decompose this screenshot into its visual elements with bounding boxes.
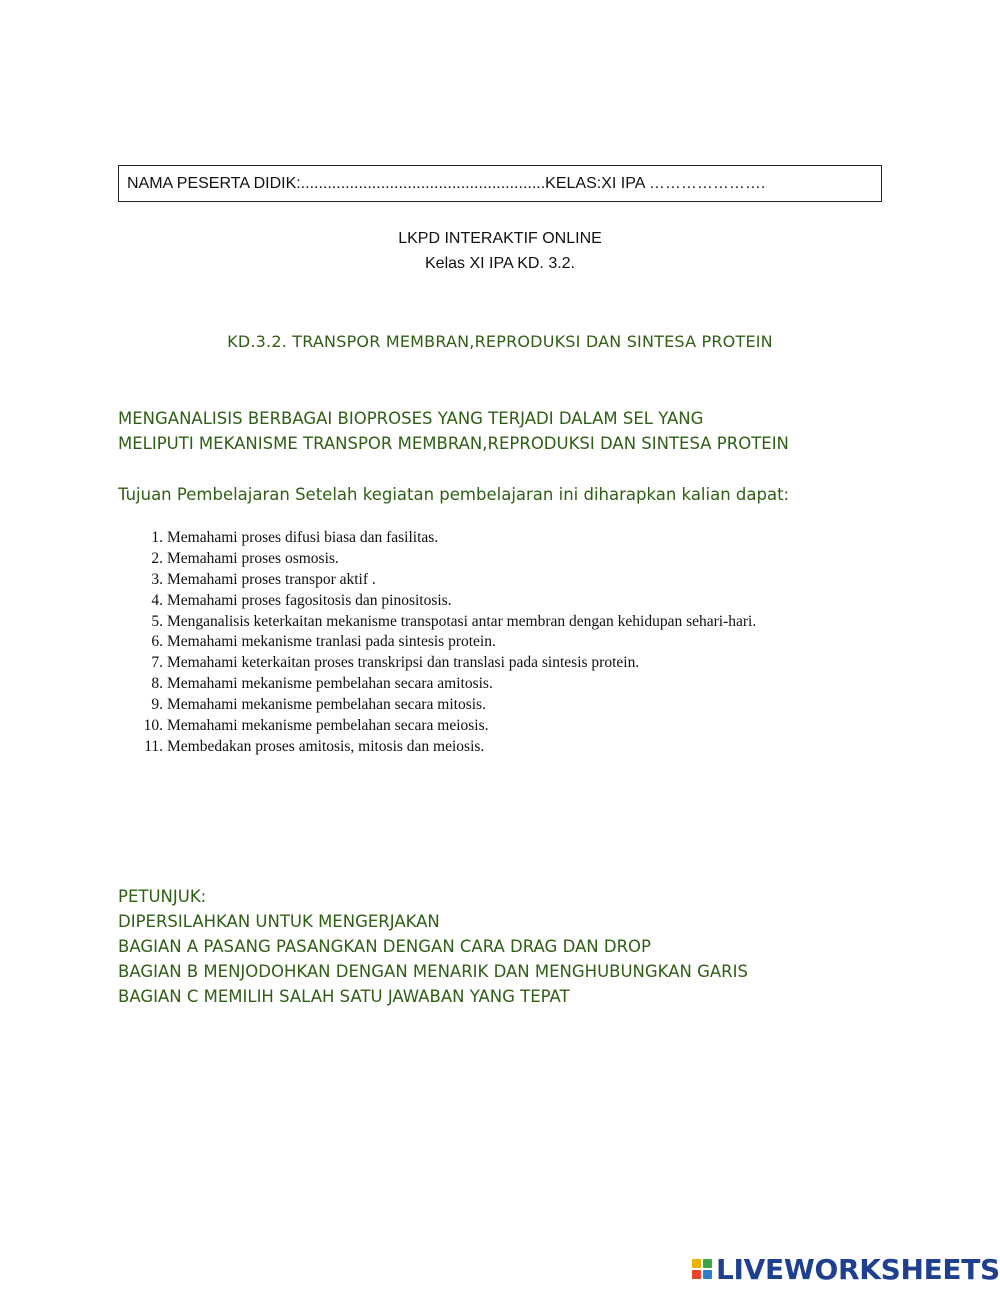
logo-square	[703, 1270, 712, 1279]
objective-item: 2. Memahami proses osmosis.	[151, 549, 339, 567]
objective-item: 1. Memahami proses difusi biasa dan fasilitas.	[151, 529, 439, 546]
instruction-line: BAGIAN C MEMILIH SALAH SATU JAWABAN YANG TEPAT	[118, 987, 570, 1006]
competency-line-1: MENGANALISIS BERBAGAI BIOPROSES YANG TERJADI DALAM SEL YANG	[118, 409, 704, 428]
objective-item: 3. Memahami proses transpor aktif .	[151, 570, 376, 588]
instruction-line: DIPERSILAHKAN UNTUK MENGERJAKAN	[118, 912, 440, 931]
objective-item: 6. Memahami mekanisme tranlasi pada sintesis protein.	[151, 633, 496, 651]
objectives-heading: Tujuan Pembelajaran Setelah kegiatan pembelajaran ini diharapkan kalian dapat:	[118, 485, 790, 504]
logo-text: LIVEWORKSHEETS	[716, 1252, 1000, 1286]
instructions	[118, 884, 748, 1009]
logo-square	[703, 1259, 712, 1268]
objective-item: 9. Memahami mekanisme pembelahan secara mitosis.	[151, 696, 486, 714]
objective-item: 8. Memahami mekanisme pembelahan secara amitosis.	[151, 675, 493, 693]
objective-item: 7. Memahami keterkaitan proses transkripsi dan translasi pada sintesis protein.	[151, 654, 640, 672]
objective-item: 5. Menganalisis keterkaitan mekanisme transpotasi antar membran dengan kehidupan sehari-hari.	[151, 612, 757, 630]
logo-square	[692, 1270, 701, 1279]
instructions-heading: PETUNJUK:	[118, 887, 207, 906]
objective-item: 10. Memahami mekanisme pembelahan secara meiosis.	[143, 717, 489, 735]
liveworksheets-logo-icon	[692, 1259, 712, 1279]
instruction-line: BAGIAN B MENJODOHKAN DENGAN MENARIK DAN MENGHUBUNGKAN GARIS	[118, 962, 748, 981]
competency-statement	[118, 406, 789, 456]
worksheet-subtitle: Kelas XI IPA KD. 3.2.	[425, 255, 575, 272]
worksheet-title: LKPD INTERAKTIF ONLINE	[398, 230, 602, 247]
objective-item: 11. Membedakan proses amitosis, mitosis dan meiosis.	[144, 737, 485, 755]
instruction-line: BAGIAN A PASANG PASANGKAN DENGAN CARA DRAG DAN DROP	[118, 937, 651, 956]
student-info-text: NAMA PESERTA DIDIK:.......................................................KELAS:XI IPA ………………….	[127, 175, 766, 192]
objectives-list	[118, 528, 756, 758]
logo-square	[692, 1259, 701, 1268]
objective-item: 4. Memahami proses fagositosis dan pinositosis.	[151, 591, 452, 609]
kd-title: KD.3.2. TRANSPOR MEMBRAN,REPRODUKSI DAN SINTESA PROTEIN	[227, 332, 773, 351]
competency-line-2: MELIPUTI MEKANISME TRANSPOR MEMBRAN,REPRODUKSI DAN SINTESA PROTEIN	[118, 434, 789, 453]
student-info-box	[118, 165, 882, 202]
liveworksheets-logo[interactable]	[692, 1253, 1000, 1285]
